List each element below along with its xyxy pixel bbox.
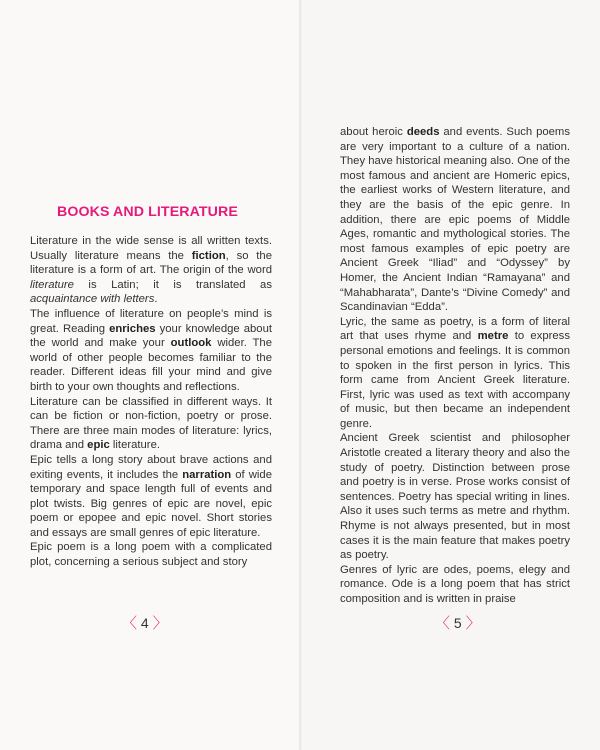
- text-run: Epic tells a long story about brave actions and exiting events, it includes the: [30, 453, 272, 481]
- page-number-value: 4: [140, 615, 149, 631]
- bold-term: enriches: [109, 322, 156, 335]
- text-run: Genres of lyric are odes, poems, elegy and romance. Ode is a long poem that has strict composition and is written in praise: [340, 563, 570, 605]
- book-gutter: [298, 0, 302, 750]
- left-page-text: [30, 234, 272, 570]
- bold-term: outlook: [170, 337, 212, 350]
- text-run: , so the literature is a form of art. The origin of the word: [30, 249, 272, 277]
- text-run: .: [154, 293, 158, 306]
- bracket-close: 〉: [152, 615, 168, 632]
- text-run: The influence of literature on people’s mind is great. Reading: [30, 307, 272, 335]
- bracket-open: 〈: [435, 615, 451, 632]
- right-page-text: [340, 125, 570, 607]
- text-run: wider. The world of other people becomes familiar to the reader. Different ideas fill your mind and give birth to your own thoughts and reflections.: [30, 337, 273, 393]
- bold-term: deeds: [406, 126, 440, 138]
- paragraph: [30, 234, 272, 307]
- text-run: Epic poem is a long poem with a complicated plot, concerning a serious subject and story: [30, 541, 272, 569]
- paragraph: [30, 540, 272, 569]
- text-run: Lyric, the same as poetry, is a form of literal art that uses rhyme and: [340, 315, 570, 343]
- text-run: Literature in the wide sense is all written texts. Usually literature means the: [30, 235, 272, 262]
- text-run: literature.: [109, 439, 160, 452]
- text-run: about heroic: [340, 126, 407, 138]
- paragraph: [340, 563, 570, 607]
- italic-term: literature: [30, 278, 74, 291]
- text-run: is Latin; it is translated as: [73, 278, 272, 291]
- text-run: of wide temporary and space length full of events and plot twists. Big genres of epic are novel, epic poem or epopee and epic novel. Short stories and essays are small genres of epic literature.: [30, 468, 272, 539]
- page-number-left: [122, 612, 168, 633]
- paragraph: [30, 307, 272, 395]
- paragraph: [340, 315, 570, 432]
- paragraph: [30, 453, 272, 541]
- bracket-open: 〈: [122, 615, 138, 632]
- italic-term: acquaintance with letters: [30, 293, 155, 306]
- paragraph: [30, 395, 272, 453]
- paragraph: [340, 125, 570, 315]
- page-number-value: 5: [453, 615, 462, 631]
- bold-term: fiction: [191, 249, 226, 262]
- text-run: and events. Such poems are very important to a culture of a nation. They have historical meaning also. One of the most famous and ancient are Homeric epics, the earliest works of Western literature, and they are the basis of the epic genre. In addition, there are epic poems of Middle Ages, romantic and mythological stories. The most famous examples of epic poetry are Ancient Greek “Iliad” and “Odyssey” by Homer, the Ancient Indian “Ramayana” and “Mahabharata”, Dante’s “Divine Comedy” and Scandinavian “Edda”.: [340, 126, 570, 314]
- text-run: to express personal emotions and feelings. It is common to spoken in the first person in lyrics. This form came from Ancient Greek literature. First, lyric was used as text with accompany of music, but then became an independent genre.: [340, 330, 570, 430]
- page-number-right: [435, 612, 481, 633]
- bold-term: epic: [87, 439, 110, 452]
- page-heading: BOOKS AND LITERATURE: [57, 204, 238, 220]
- bold-term: narration: [182, 468, 232, 481]
- text-run: Ancient Greek scientist and philosopher Aristotle created a literary theory and also the study of poetry. Distinction between prose and poetry is in verse. Prose works consist of sentences. Poetry has special writing in lines. Also it uses such terms as metre and rhythm. Rhyme is not always presented, but in most cases it is the main feature that makes poetry as poetry.: [340, 432, 570, 562]
- bracket-close: 〉: [465, 615, 481, 632]
- text-run: Literature can be classified in different ways. It can be fiction or non-fiction, poetry or prose. There are three main modes of literature: lyrics, drama and: [30, 395, 272, 452]
- paragraph: [340, 431, 570, 562]
- text-run: your knowledge about the world and make your: [30, 322, 272, 350]
- bold-term: metre: [477, 330, 509, 343]
